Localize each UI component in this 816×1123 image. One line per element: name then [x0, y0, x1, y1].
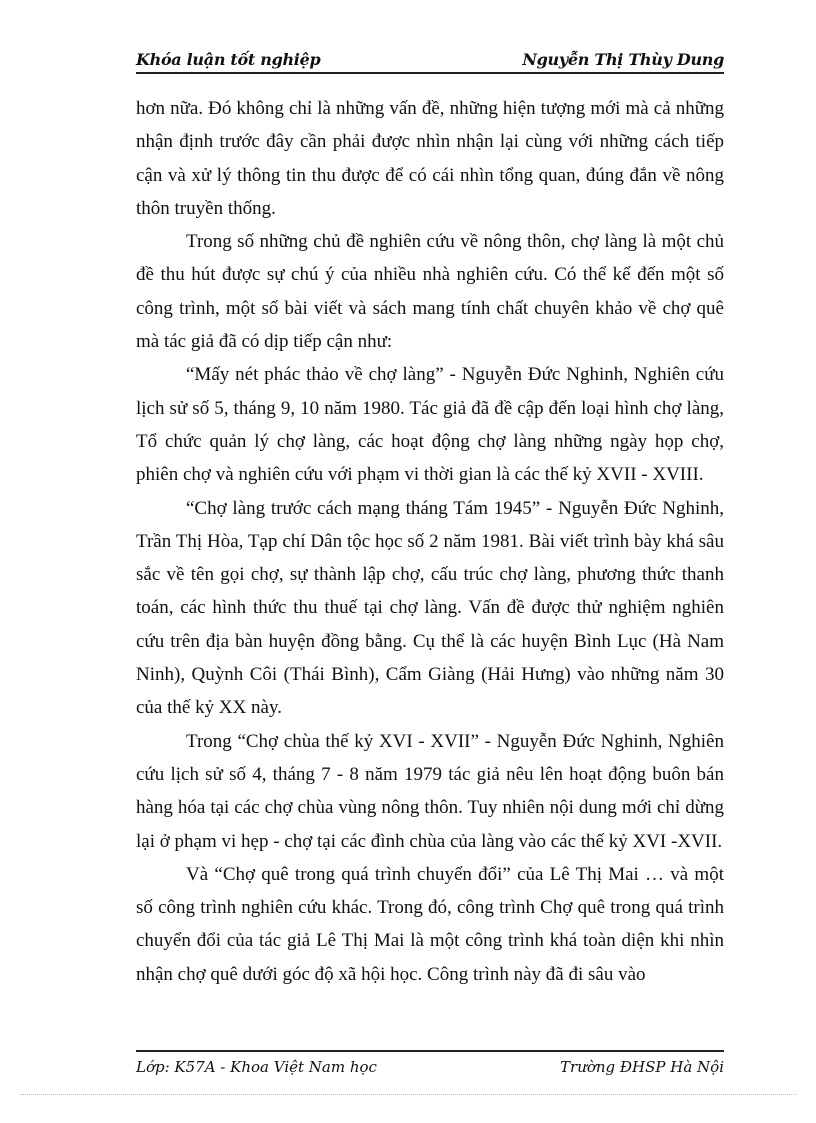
body-text — [136, 92, 724, 991]
footer-class-label: Lớp: K57A - Khoa Việt Nam học — [136, 1058, 377, 1076]
paragraph-2: Trong số những chủ đề nghiên cứu về nông thôn, chợ làng là một chủ đề thu hút được sự chú ý của nhiều nhà nghiên cứu. Có thể kể đến một số công trình, một số bài viết và sách mang tính chất chuyên khảo về chợ quê mà tác giả đã có dịp tiếp cận như: — [136, 231, 724, 353]
page-header — [136, 48, 724, 74]
paragraph-4: “Chợ làng trước cách mạng tháng Tám 1945” - Nguyễn Đức Nghinh, Trần Thị Hòa, Tạp chí Dân tộc học số 2 năm 1981. Bài viết trình bày khá sâu sắc về tên gọi chợ, sự thành lập chợ, cấu trúc chợ làng, phương thức thanh toán, các hình thức thu thuế tại chợ làng. Vấn đề được thử nghiệm nghiên cứu trên địa bàn huyện đồng bằng. Cụ thể là các huyện Bình Lục (Hà Nam Ninh), Quỳnh Côi (Thái Bình), Cẩm Giàng (Hải Hưng) vào những năm 30 của thế kỷ XX này. — [136, 497, 724, 719]
paragraph-3: “Mấy nét phác thảo về chợ làng” - Nguyễn Đức Nghinh, Nghiên cứu lịch sử số 5, tháng 9, 10 năm 1980. Tác giả đã đề cập đến loại hình chợ làng, Tổ chức quản lý chợ làng, các hoạt động chợ làng những ngày họp chợ, phiên chợ và nghiên cứu với phạm vi thời gian là các thế kỷ XVII - XVIII. — [136, 364, 724, 486]
paragraph-5: Trong “Chợ chùa thế kỷ XVI - XVII” - Nguyễn Đức Nghinh, Nghiên cứu lịch sử số 4, tháng 7 - 8 năm 1979 tác giả nêu lên hoạt động buôn bán hàng hóa tại các chợ chùa vùng nông thôn. Tuy nhiên nội dung mới chỉ dừng lại ở phạm vi hẹp - chợ tại các đình chùa của làng vào các thế kỷ XVI -XVII. — [136, 730, 724, 852]
paragraph-1: hơn nữa. Đó không chỉ là những vấn đề, những hiện tượng mới mà cả những nhận định trước đây cần phải được nhìn nhận lại cùng với những cách tiếp cận và xử lý thông tin thu được để có cái nhìn tổng quan, đúng đắn về nông thôn truyền thống. — [136, 98, 724, 219]
header-author-name: Nguyễn Thị Thùy Dung — [522, 50, 724, 69]
paragraph-6: Và “Chợ quê trong quá trình chuyển đổi” của Lê Thị Mai … và một số công trình nghiên cứu khác. Trong đó, công trình Chợ quê trong quá trình chuyển đổi của tác giả Lê Thị Mai là một công trình khá toàn diện khi nhìn nhận chợ quê dưới góc độ xã hội học. Công trình này đã đi sâu vào — [136, 863, 724, 985]
page-footer — [136, 1050, 724, 1078]
footer-university-label: Trường ĐHSP Hà Nội — [560, 1058, 724, 1076]
page-bottom-divider — [20, 1094, 796, 1095]
header-thesis-label: Khóa luận tốt nghiệp — [136, 50, 321, 69]
